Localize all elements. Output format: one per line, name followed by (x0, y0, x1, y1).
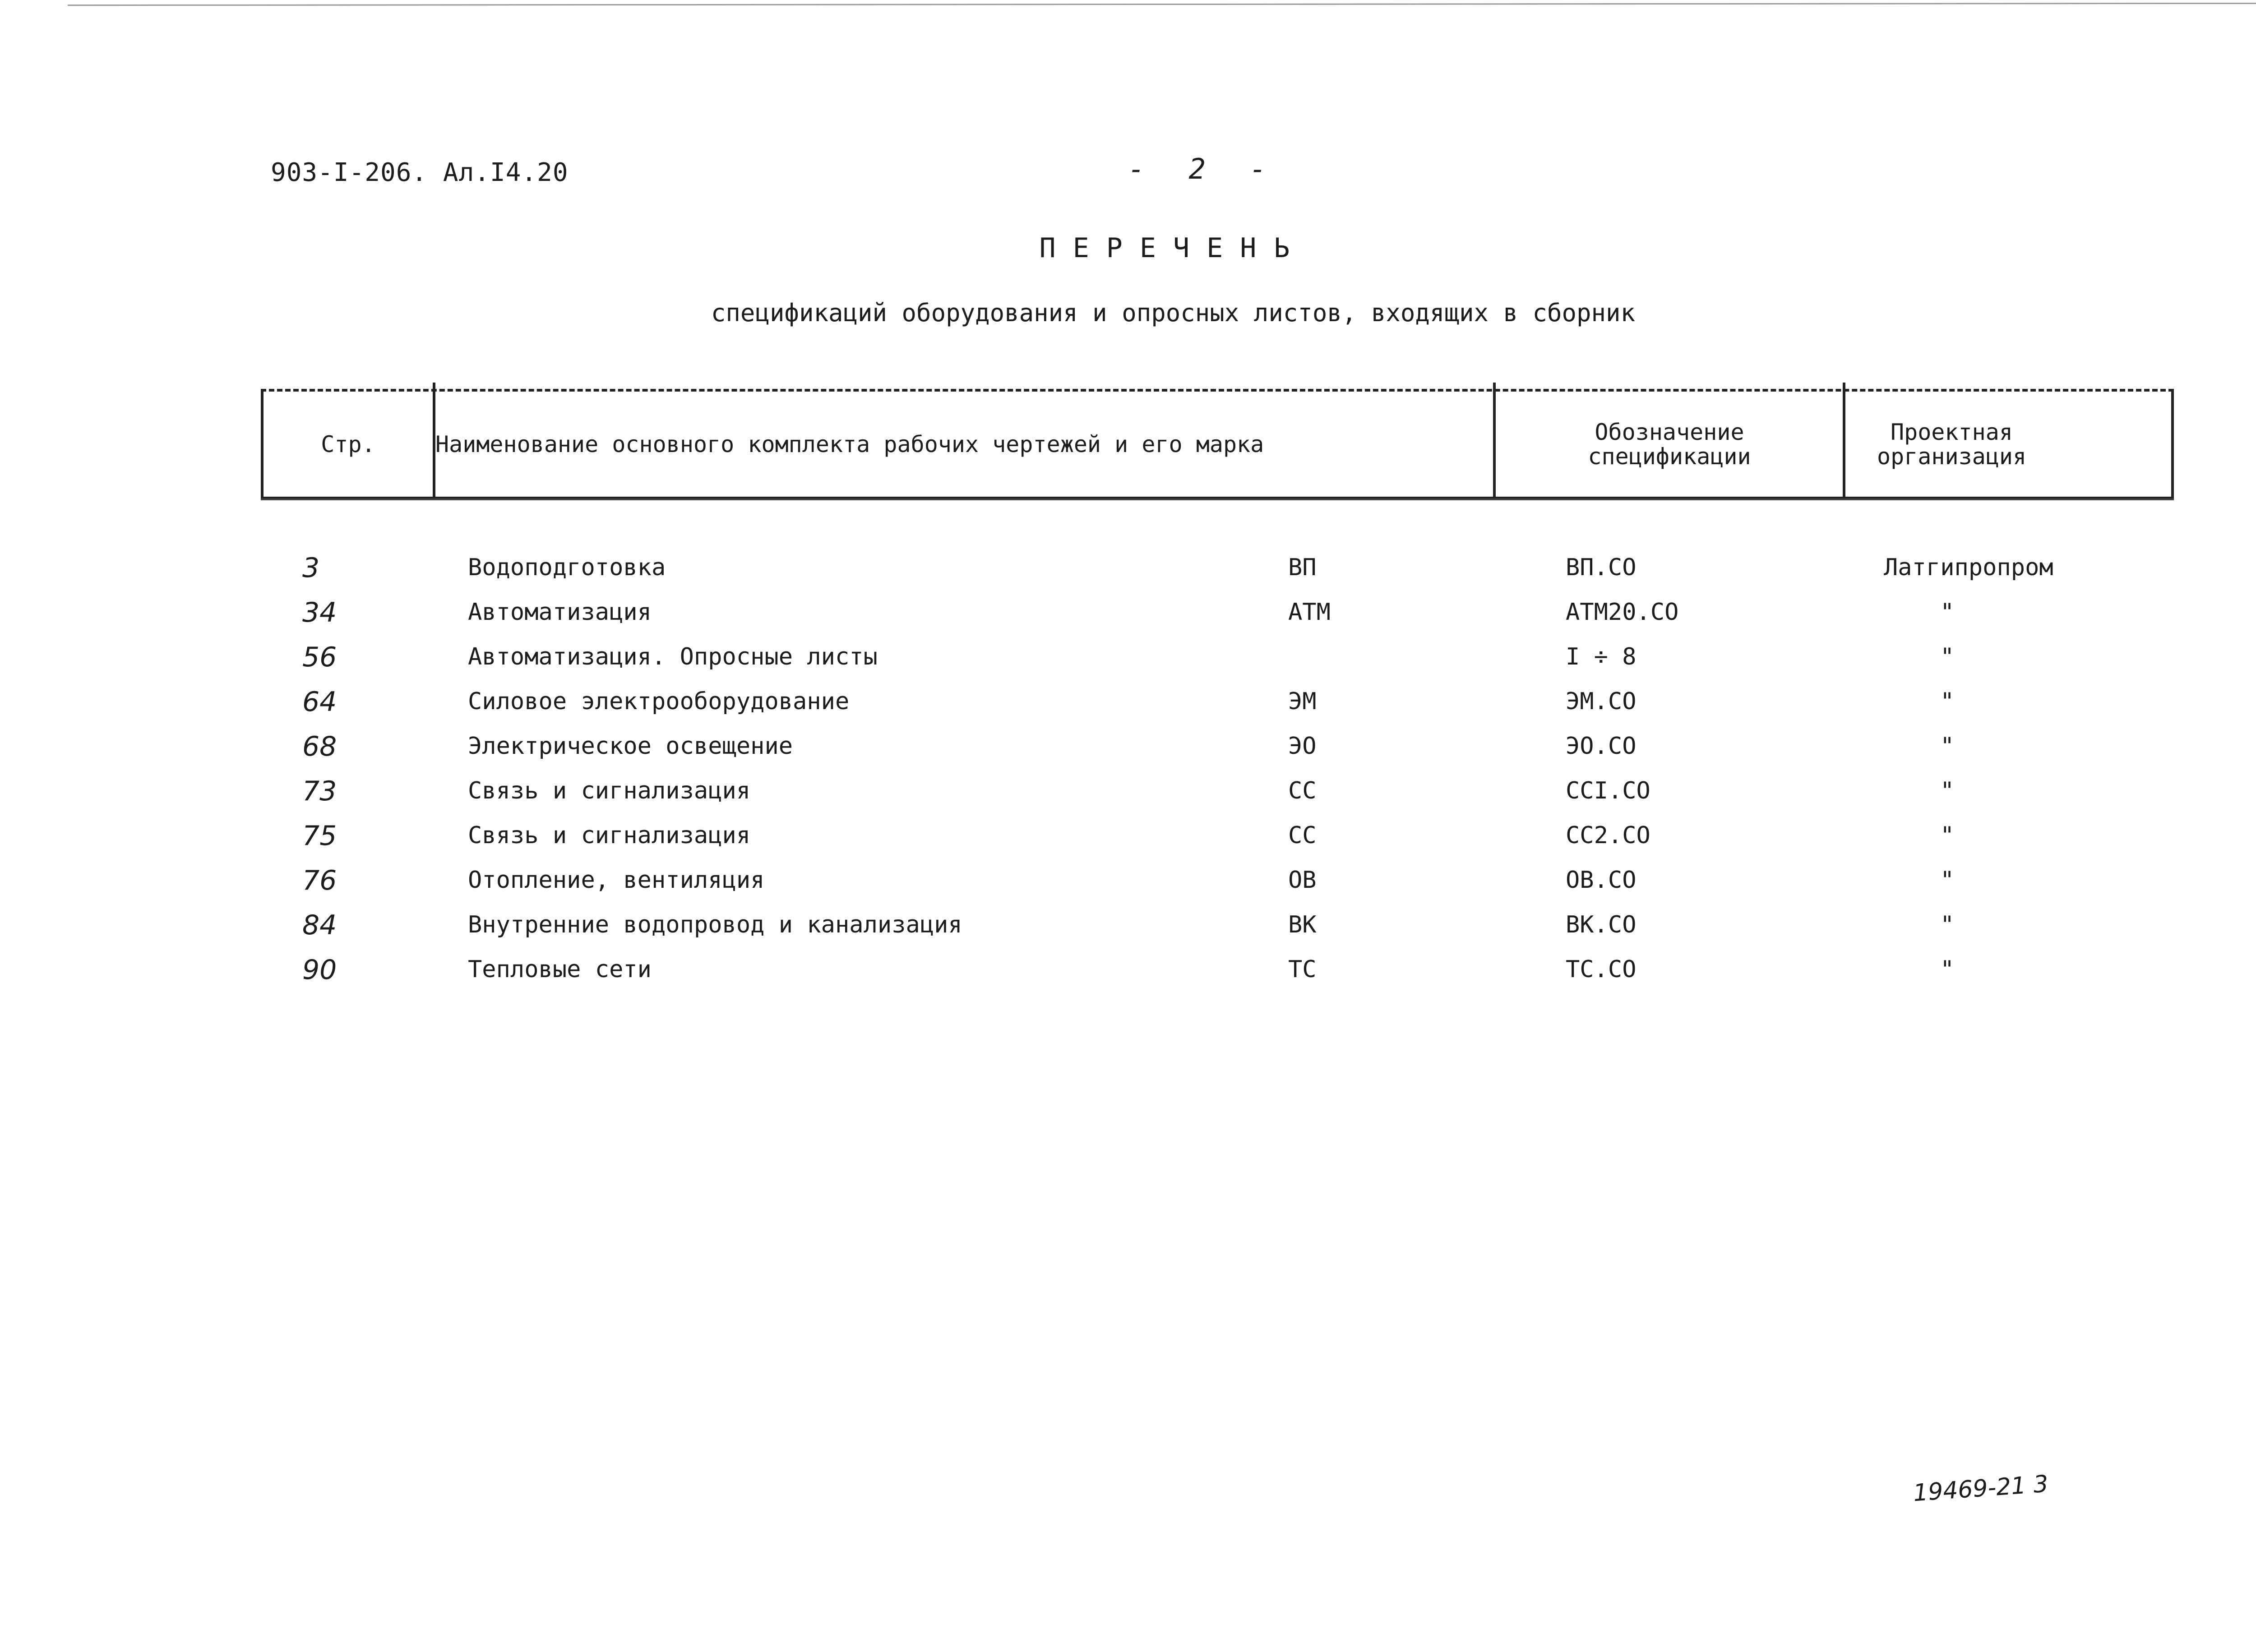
row-name: Связь и сигнализация (468, 777, 751, 804)
header-page (264, 392, 433, 497)
header-name-label: Наименование основного комплекта рабочих чертежей и его марка (435, 431, 1264, 457)
table-row (0, 956, 2256, 997)
row-page: 75 (302, 820, 337, 852)
row-mark: ТС (1288, 956, 1317, 983)
header-bottom-rule (261, 498, 2174, 500)
table-header (261, 389, 2174, 499)
row-org: " (1940, 867, 1955, 894)
archive-stamp: 19469-21 3 (1912, 1470, 2049, 1507)
row-name: Автоматизация (468, 599, 652, 626)
row-page: 73 (302, 775, 337, 807)
row-name: Связь и сигнализация (468, 822, 751, 849)
row-org: " (1940, 688, 1955, 715)
page-number: - 2 - (1128, 152, 1280, 185)
row-org: " (1940, 777, 1955, 804)
row-org: " (1940, 599, 1955, 626)
table-row (0, 733, 2256, 773)
header-page-label: Стр. (321, 431, 375, 457)
row-name: Водоподготовка (468, 554, 666, 581)
scan-edge-line (68, 3, 2256, 6)
header-org-label-1: Проектная (1891, 419, 2013, 445)
table-row (0, 867, 2256, 907)
row-page: 84 (302, 909, 337, 941)
table-row (0, 777, 2256, 818)
row-spec: ТС.СО (1566, 956, 1637, 983)
row-spec: ЭО.СО (1566, 733, 1637, 760)
row-page: 76 (302, 865, 337, 896)
row-spec: АТМ20.СО (1566, 599, 1679, 626)
row-mark: ОВ (1288, 867, 1317, 894)
row-page: 68 (302, 731, 337, 762)
row-mark: ЭО (1288, 733, 1317, 760)
row-spec: ССI.СО (1566, 777, 1650, 804)
row-spec: ОВ.СО (1566, 867, 1637, 894)
row-mark: СС (1288, 822, 1317, 849)
table-row (0, 599, 2256, 639)
row-spec: ВП.СО (1566, 554, 1637, 581)
row-name: Автоматизация. Опросные листы (468, 643, 878, 670)
row-org: " (1940, 643, 1955, 670)
row-mark: ЭМ (1288, 688, 1317, 715)
row-name: Внутренние водопровод и канализация (468, 911, 962, 938)
row-mark: АТМ (1288, 599, 1331, 626)
table-row (0, 822, 2256, 863)
header-name (435, 392, 1473, 497)
table-row (0, 688, 2256, 729)
header-spec-label-1: Обозначение (1595, 419, 1744, 445)
header-spec (1496, 392, 1843, 497)
row-name: Силовое электрооборудование (468, 688, 850, 715)
row-org: Латгипропром (1884, 554, 2053, 581)
header-spec-label-2: спецификации (1588, 443, 1751, 470)
row-page: 56 (302, 641, 337, 673)
row-org: " (1940, 733, 1955, 760)
header-org (1845, 392, 2170, 497)
row-page: 3 (302, 552, 320, 584)
document-subtitle: спецификаций оборудования и опросных листов, входящих в сборник (711, 299, 1636, 327)
row-org: " (1940, 956, 1955, 983)
row-spec: I ÷ 8 (1566, 643, 1637, 670)
row-page: 34 (302, 597, 337, 628)
row-page: 64 (302, 686, 337, 718)
document-title: ПЕРЕЧЕНЬ (1039, 232, 1307, 264)
header-org-label-2: организация (1877, 443, 2027, 470)
row-spec: ЭМ.СО (1566, 688, 1637, 715)
table-row (0, 554, 2256, 595)
table-row (0, 911, 2256, 952)
row-spec: СС2.СО (1566, 822, 1650, 849)
row-mark: ВК (1288, 911, 1317, 938)
row-mark: СС (1288, 777, 1317, 804)
table-row (0, 643, 2256, 684)
row-mark: ВП (1288, 554, 1317, 581)
row-page: 90 (302, 954, 337, 986)
row-org: " (1940, 822, 1955, 849)
row-spec: ВК.СО (1566, 911, 1637, 938)
row-org: " (1940, 911, 1955, 938)
row-name: Тепловые сети (468, 956, 652, 983)
row-name: Отопление, вентиляция (468, 867, 765, 894)
document-code: 903-I-206. Ал.I4.20 (271, 158, 569, 187)
row-name: Электрическое освещение (468, 733, 793, 760)
